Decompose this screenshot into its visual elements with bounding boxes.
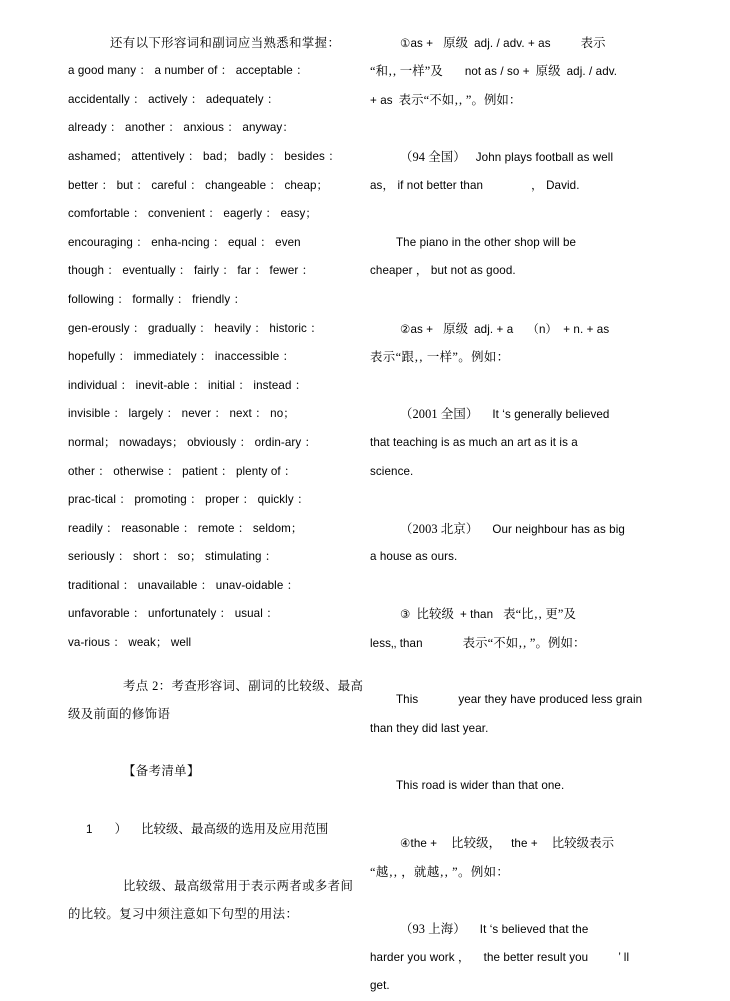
word-list-line-9: following ： formally ： friendly ： — [68, 292, 246, 306]
example-4-source: （2003 北京） — [400, 521, 479, 536]
rule-2-marker: ② — [400, 322, 411, 336]
spacer-top-right — [370, 0, 700, 29]
example-1-line-1 — [370, 143, 700, 172]
rule-4-cn-1: 比较级， — [451, 836, 502, 851]
example-1-source: （94 全国） — [400, 149, 466, 164]
word-list-line-12: individual ： inevit-able ： initial ： instead ： — [68, 378, 307, 392]
rule-2-line-2: 表示“跟‚‚ 一样”。例如： — [370, 350, 510, 365]
spacer-before-example-4 — [370, 486, 700, 515]
rule-1-en-4: adj. / adv. — [566, 65, 618, 79]
word-list-line-18: seriously ： short ： so； stimulating ： — [68, 550, 277, 564]
rule-1-cn-a: “和‚‚ 一样”及 — [370, 64, 443, 79]
rule-2-en-1: as + — [410, 322, 434, 336]
rule-3-heading — [370, 600, 700, 629]
example-2-line-1: The piano in the other shop will be — [396, 235, 577, 249]
example-5-text-a: This — [396, 693, 419, 707]
rule-2-en-2: adj. + a — [474, 322, 514, 336]
spacer-before-kaodian — [68, 658, 356, 672]
spacer-before-rule-4 — [370, 801, 700, 830]
example-7-text-2b: the better result you — [483, 950, 589, 964]
example-7-text-1: It ‘s believed that the — [479, 923, 589, 936]
example-5-line-1 — [370, 686, 700, 715]
example-2-line-2: cheaper ， but not as good. — [370, 264, 516, 278]
word-list-line-11: hopefully ： immediately ： inaccessible ： — [68, 350, 295, 364]
word-list-line-6: comfortable ： convenient ： eagerly ： easy； — [68, 207, 318, 221]
kaodian-heading-line-1: 考点 2：考查形容词、副词的比较级、最高 — [123, 678, 364, 693]
rule-1-cn-b: 原级 — [535, 64, 561, 79]
word-list-line-5: better ： but ： careful ： changeable ： cheap； — [68, 178, 329, 192]
example-3-line-1 — [370, 400, 700, 429]
item-1-label: 比较级、最高级的选用及应用范围 — [141, 821, 329, 836]
example-4-text-1: Our neighbour has as big — [492, 522, 625, 536]
rule-1-line-2 — [370, 57, 700, 86]
rule-4-cn-2: 比较级表示 — [551, 836, 615, 851]
spacer-before-beikao — [68, 729, 356, 758]
rule-3-line-2 — [370, 629, 700, 658]
example-1-text-1: John plays football as well — [475, 150, 614, 164]
word-list-line-19: traditional ： unavailable ： unav-oidable ： — [68, 578, 299, 592]
example-7-text-2c: ’ ll — [618, 950, 630, 964]
word-list-line-2: accidentally ： actively ： adequately ： — [68, 92, 279, 106]
example-3-text-1: It ‘s generally believed — [492, 408, 610, 422]
beikao-heading: 【备考清单】 — [123, 764, 200, 779]
rule-3-cn-1: 比较级 — [416, 607, 454, 622]
spacer-before-item1 — [68, 786, 356, 815]
rule-2-heading — [370, 315, 700, 344]
word-list-line-16: prac-tical ： promoting ： proper ： quickly ： — [68, 493, 309, 507]
example-6-line-1: This road is wider than that one. — [396, 779, 565, 793]
spacer-before-example-2 — [370, 200, 700, 229]
example-1-text-3: ， David. — [531, 178, 580, 192]
example-1-line-2 — [370, 172, 700, 201]
example-3-line-3: science. — [370, 464, 414, 478]
word-list-line-7: encouraging ： enha-ncing ： equal ： even — [68, 235, 301, 249]
spacer-after-item1-heading — [68, 843, 356, 872]
example-7-line-3: get. — [370, 979, 390, 993]
rule-2-en-4: + n. + as — [563, 322, 610, 336]
left-column — [68, 0, 364, 929]
example-5-line-2: than they did last year. — [370, 721, 489, 735]
right-column — [370, 0, 700, 1001]
section-intro-title: 还有以下形容词和副词应当熟悉和掌握： — [110, 35, 341, 50]
word-list-line-15: other ： otherwise ： patient ： plenty of ： — [68, 464, 296, 478]
example-3-line-2: that teaching is as much an art as it is a — [370, 435, 578, 449]
kaodian-heading-line-2: 级及前面的修饰语 — [68, 707, 171, 722]
item-1-paren: ） — [114, 821, 128, 836]
word-list-line-8: though ： eventually ： fairly ： far ： fewer ： — [68, 264, 314, 278]
word-list-line-4: ashamed； attentively ： bad； badly ： besides ： — [68, 149, 340, 163]
example-7-text-2a: harder you work ， — [370, 950, 470, 964]
rule-1-heading — [370, 29, 700, 58]
rule-4-line-2: “越‚‚ ，就越‚‚ ”。例如： — [370, 864, 510, 879]
example-1-text-2: as， if not better than — [370, 178, 484, 192]
item-1-number: 1 — [86, 822, 93, 836]
example-4-line-1 — [370, 515, 700, 544]
rule-3-en-2: less‚‚ than — [370, 637, 423, 651]
example-3-source: （2001 全国） — [400, 407, 479, 422]
rule-1-line-3 — [370, 86, 700, 115]
example-7-line-2 — [370, 944, 700, 973]
rule-1-marker: ① — [400, 36, 411, 50]
spacer-before-example-3 — [370, 372, 700, 401]
rule-3-cn-2: 表“比‚‚ 更”及 — [503, 607, 576, 622]
rule-4-marker: ④ — [400, 837, 411, 851]
rule-1-cn-1: 原级 — [443, 35, 469, 50]
rule-1-en-2: adj. / adv. + as — [474, 36, 551, 50]
word-list-line-1: a good many ： a number of ： acceptable ： — [68, 64, 308, 78]
word-list-line-21: va-rious ： weak； well — [68, 636, 192, 650]
spacer-top-left — [68, 0, 356, 29]
word-list-line-20: unfavorable ： unfortunately ： usual ： — [68, 607, 278, 621]
spacer-before-example-7 — [370, 886, 700, 915]
rule-3-en-1: + than — [459, 608, 494, 622]
rule-3-cn-3: 表示“不如‚‚ ”。例如： — [462, 636, 586, 651]
rule-1-en-3: not as / so + — [464, 65, 530, 79]
example-4-line-2: a house as ours. — [370, 550, 458, 564]
word-list-line-17: readily ： reasonable ： remote ： seldom； — [68, 521, 303, 535]
rule-1-en-1: as + — [410, 36, 434, 50]
word-list-line-10: gen-erously ： gradually ： heavily ： historic ： — [68, 321, 322, 335]
word-list-line-14: normal； nowadays； obviously ： ordin-ary ： — [68, 435, 317, 449]
rule-4-en-1: the + — [410, 837, 438, 851]
spacer-before-example-5 — [370, 658, 700, 687]
example-7-line-1 — [370, 915, 700, 944]
example-5-text-b: year they have produced less grain — [458, 693, 643, 707]
spacer-before-example-6 — [370, 743, 700, 772]
rule-1-cn-2: 表示 — [580, 35, 606, 50]
rule-1-cn-c: 表示“不如‚‚ ”。例如： — [398, 92, 522, 107]
rule-4-en-2: the + — [511, 837, 538, 851]
rule-2-cn-1: 原级 — [443, 321, 469, 336]
spacer-before-rule-3 — [370, 572, 700, 601]
example-7-source: （93 上海） — [400, 922, 466, 936]
spacer-before-example-1 — [370, 114, 700, 143]
rule-4-heading — [370, 829, 700, 858]
spacer-before-rule-2 — [370, 286, 700, 315]
word-list-line-3: already ： another ： anxious ： anyway： — [68, 121, 295, 135]
word-list-line-13: invisible ： largely ： never ： next ： no； — [68, 407, 295, 421]
item-1-heading — [68, 815, 356, 844]
rule-1-en-5: + as — [370, 93, 393, 107]
rule-2-en-3: （n） — [527, 322, 558, 336]
rule-3-marker: ③ — [400, 608, 411, 622]
item-1-body-line-1: 比较级、最高级常用于表示两者或多者间 — [123, 878, 354, 893]
item-1-body-line-2: 的比较。复习中须注意如下句型的用法： — [68, 907, 299, 922]
